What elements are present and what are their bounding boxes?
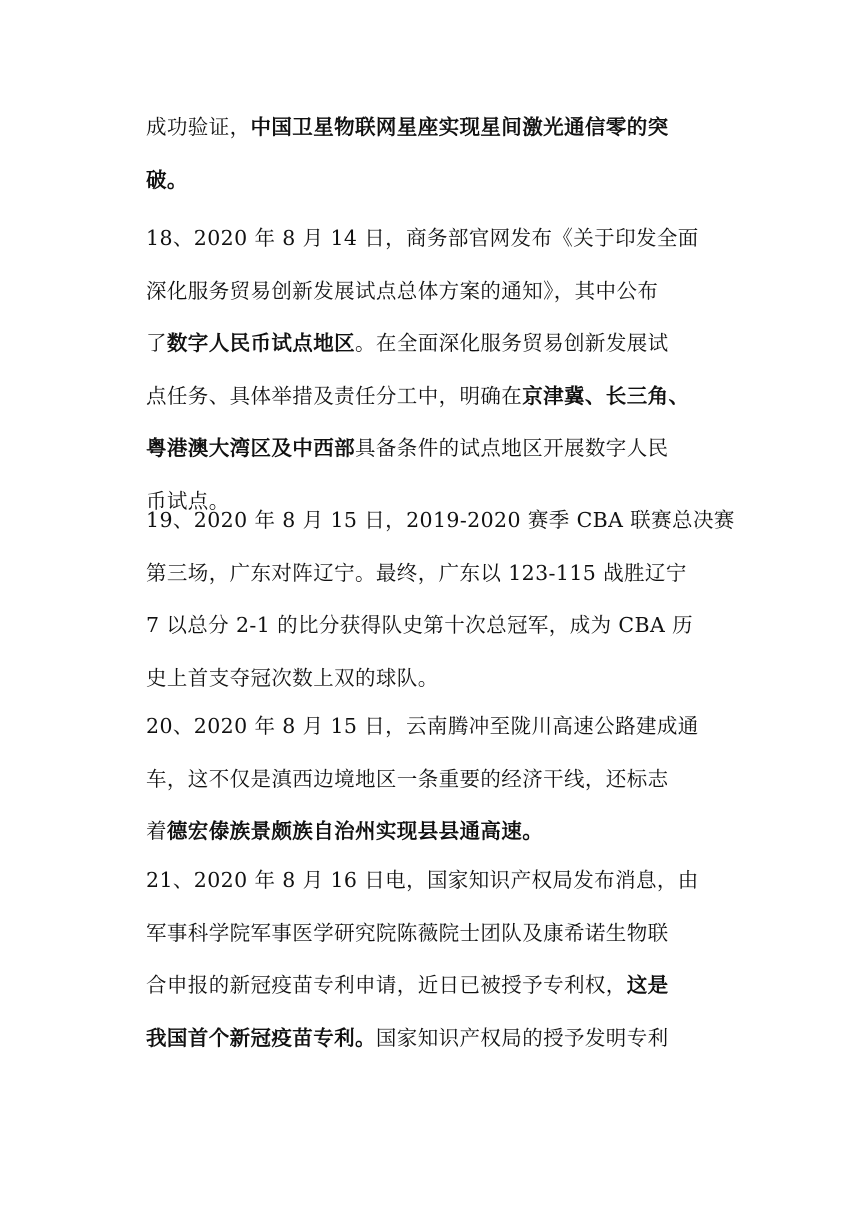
bold-text-run: 德宏傣族景颇族自治州实现县县通高速。 <box>166 819 544 843</box>
text-line <box>146 422 716 475</box>
text-run: 19、2020 年 8 月 15 日，2019-2020 赛季 CBA 联赛总决赛 <box>146 508 735 532</box>
text-run: 7 以总分 2-1 的比分获得队史第十次总冠军，成为 CBA 历 <box>146 613 693 637</box>
text-run: 国家知识产权局的授予发明专利 <box>375 1025 669 1050</box>
text-run: 车，这不仅是滇西边境地区一条重要的经济干线，还标志 <box>146 766 669 791</box>
text-run: 币试点。 <box>146 488 230 513</box>
text-run: 着 <box>146 819 167 843</box>
text-line <box>146 265 716 318</box>
text-line <box>146 547 716 600</box>
paragraph-21 <box>146 854 716 1064</box>
paragraph-20 <box>146 700 716 858</box>
text-line <box>146 212 716 265</box>
text-line <box>146 317 716 370</box>
bold-text-run: 破。 <box>146 167 188 192</box>
bold-text-run: 中国卫星物联网星座实现星间激光通信零的突 <box>250 115 669 139</box>
bold-text-run: 这是 <box>626 973 669 997</box>
text-run: 18、2020 年 8 月 14 日，商务部官网发布《关于印发全面 <box>146 226 699 250</box>
text-run: 具备条件的试点地区开展数字人民 <box>355 436 669 460</box>
bold-text-run: 数字人民币试点地区 <box>166 331 356 355</box>
text-run: 合申报的新冠疫苗专利申请，近日已被授予专利权， <box>146 973 627 997</box>
text-line <box>146 599 716 652</box>
text-line <box>146 101 716 154</box>
text-line <box>146 652 716 705</box>
text-line <box>146 370 716 423</box>
text-line <box>146 753 716 806</box>
text-line <box>146 494 735 547</box>
paragraph-19 <box>146 494 735 704</box>
paragraph-17-tail <box>146 101 716 206</box>
text-line <box>146 959 716 1012</box>
text-run: 军事科学院军事医学研究院陈薇院士团队及康希诺生物联 <box>146 920 669 945</box>
text-run: 21、2020 年 8 月 16 日电，国家知识产权局发布消息，由 <box>146 868 699 892</box>
bold-text-run: 粤港澳大湾区及中西部 <box>146 436 355 460</box>
text-run: 点任务、具体举措及责任分工中，明确在 <box>146 383 523 408</box>
text-line <box>146 805 716 858</box>
bold-text-run: 京津冀、长三角、 <box>522 383 690 408</box>
text-line <box>146 907 716 960</box>
paragraph-18 <box>146 212 716 527</box>
text-run: 。在全面深化服务贸易创新发展试 <box>355 331 669 355</box>
text-run: 20、2020 年 8 月 15 日，云南腾冲至陇川高速公路建成通 <box>146 714 699 738</box>
text-line <box>146 854 716 907</box>
text-run: 深化服务贸易创新发展试点总体方案的通知》，其中公布 <box>146 278 659 303</box>
text-run: 了 <box>146 331 167 355</box>
text-run: 成功验证， <box>146 115 251 139</box>
text-line <box>146 154 716 207</box>
text-line <box>146 700 716 753</box>
text-run: 史上首支夺冠次数上双的球队。 <box>146 665 439 690</box>
text-run: 第三场，广东对阵辽宁。最终，广东以 123-115 战胜辽宁 <box>146 560 687 585</box>
bold-text-run: 我国首个新冠疫苗专利。 <box>146 1025 376 1050</box>
text-line <box>146 1012 716 1065</box>
